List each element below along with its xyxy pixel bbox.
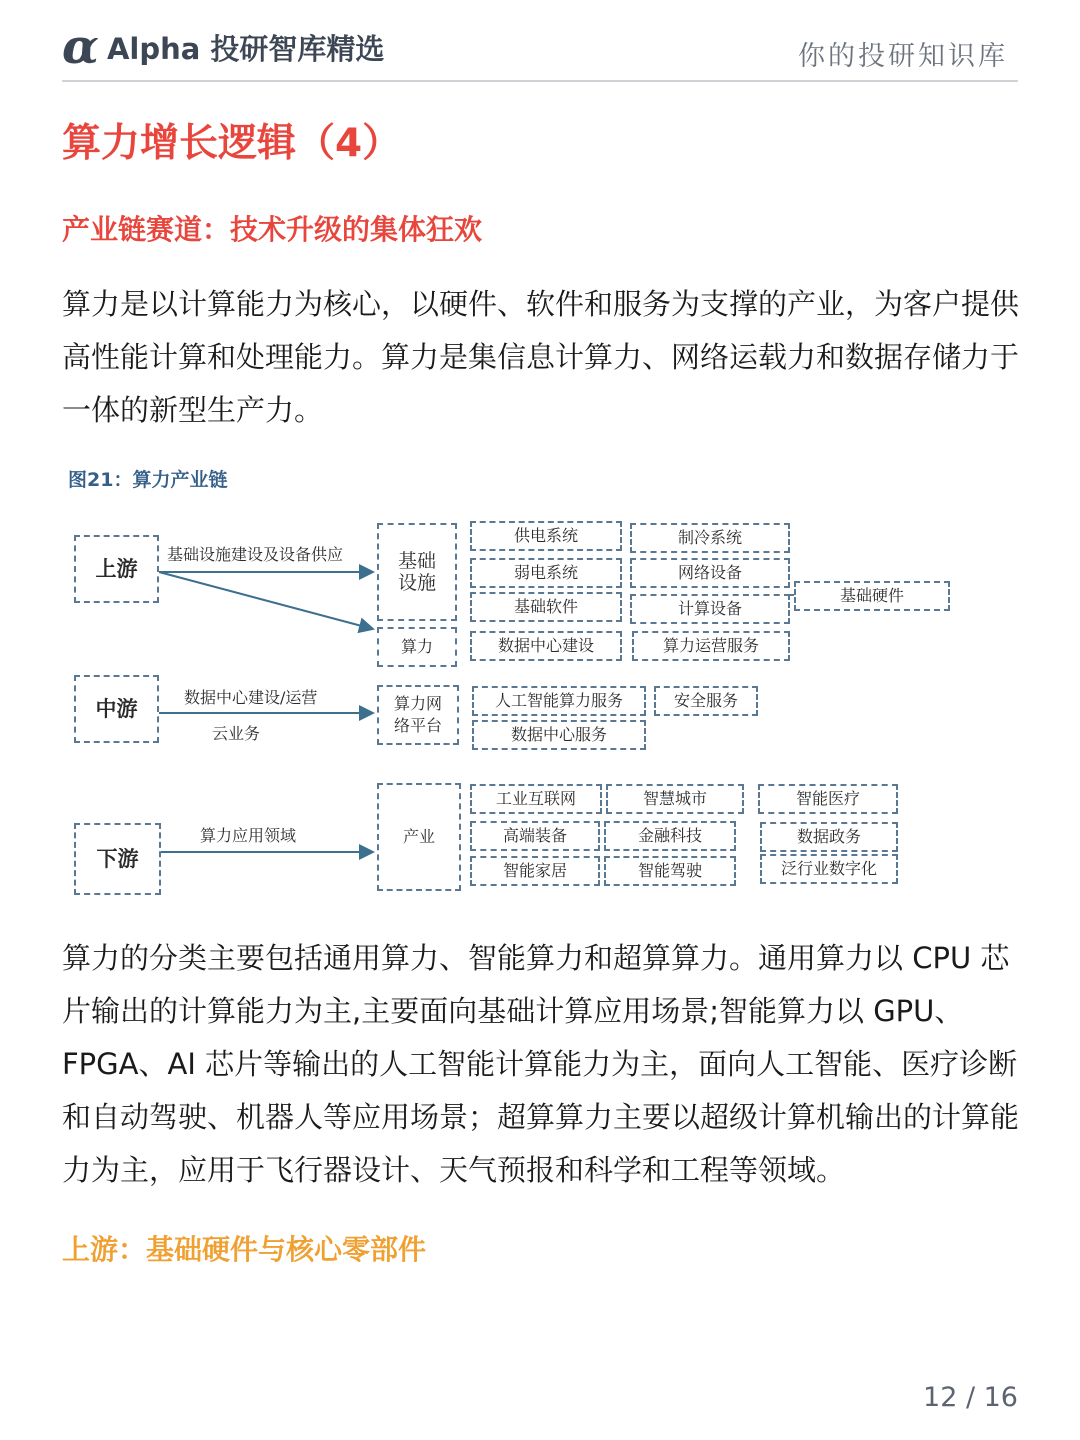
brand: [62, 19, 385, 75]
section-heading-industry-chain: 产业链赛道：技术升级的集体狂欢: [62, 213, 483, 246]
stage-downstream: 下游: [74, 823, 161, 895]
industry-chain-figure: [62, 455, 1022, 905]
item-ai-compute-service: 人工智能算力服务: [472, 686, 646, 716]
item-high-end-equipment: 高端装备: [470, 821, 600, 851]
item-weak-current: 弱电系统: [470, 558, 622, 588]
item-data-governance: 数据政务: [760, 822, 898, 852]
item-smart-city: 智慧城市: [606, 784, 744, 814]
flow-label-upstream: 基础设施建设及设备供应: [167, 545, 344, 564]
item-smart-healthcare: 智能医疗: [758, 784, 898, 814]
item-fintech: 金融科技: [604, 821, 736, 851]
page-number: 12 / 16: [923, 1382, 1018, 1413]
tagline: 你的投研知识库: [798, 41, 1008, 72]
brand-name: Alpha 投研智库精选: [106, 31, 385, 66]
flow-label-midstream-1: 数据中心建设/运营: [184, 688, 318, 707]
intro-paragraph: 算力是以计算能力为核心，以硬件、软件和服务为支撑的产业，为客户提供高性能计算和处理能力。算力是集信息计算力、网络运载力和数据存储力于一体的新型生产力。: [62, 287, 1020, 427]
item-compute-operation: 算力运营服务: [632, 631, 790, 661]
node-compute-network-platform: 算力网络平台: [377, 685, 459, 745]
flow-label-midstream-2: 云业务: [212, 724, 261, 743]
stage-upstream: 上游: [74, 535, 159, 603]
item-industry-digitization: 泛行业数字化: [760, 854, 898, 884]
item-industrial-internet: 工业互联网: [470, 784, 602, 814]
item-security-service: 安全服务: [654, 686, 758, 716]
item-cooling: 制冷系统: [630, 523, 790, 553]
page-header: [62, 19, 1018, 82]
node-base-hardware: 基础硬件: [794, 581, 950, 611]
item-power-supply: 供电系统: [470, 521, 622, 551]
page-title: 算力增长逻辑（4）: [62, 121, 402, 166]
item-datacenter-service: 数据中心服务: [472, 720, 646, 750]
node-industry: 产业: [377, 783, 461, 891]
alpha-logo-icon: α: [62, 19, 99, 75]
stage-midstream: 中游: [74, 675, 159, 743]
arrow-upstream-compute: [159, 572, 373, 629]
node-infrastructure: 基础设施: [377, 523, 457, 621]
section-heading-upstream: 上游：基础硬件与核心零部件: [62, 1233, 427, 1266]
item-datacenter-construction: 数据中心建设: [470, 631, 622, 661]
item-smart-home: 智能家居: [470, 856, 600, 886]
item-network-equipment: 网络设备: [630, 558, 790, 588]
item-smart-driving: 智能驾驶: [604, 856, 736, 886]
item-base-software: 基础软件: [470, 592, 622, 622]
flow-label-downstream: 算力应用领域: [200, 826, 297, 845]
item-computing-equipment: 计算设备: [630, 594, 790, 624]
compute-classification-paragraph: 算力的分类主要包括通用算力、智能算力和超算算力。通用算力以 CPU 芯片输出的计算能力为主,主要面向基础计算应用场景;智能算力以 GPU、FPGA、AI 芯片等输出的人工智能计算能力为主，面向人工智能、医疗诊断和自动驾驶、机器人等应用场景；超算算力主要以超级计算机输出的计算能力为主，应用于飞行器设计、天气预报和科学和工程等领域。: [62, 941, 1020, 1187]
figure-title: 图21：算力产业链: [68, 469, 228, 491]
node-compute: 算力: [377, 627, 457, 667]
